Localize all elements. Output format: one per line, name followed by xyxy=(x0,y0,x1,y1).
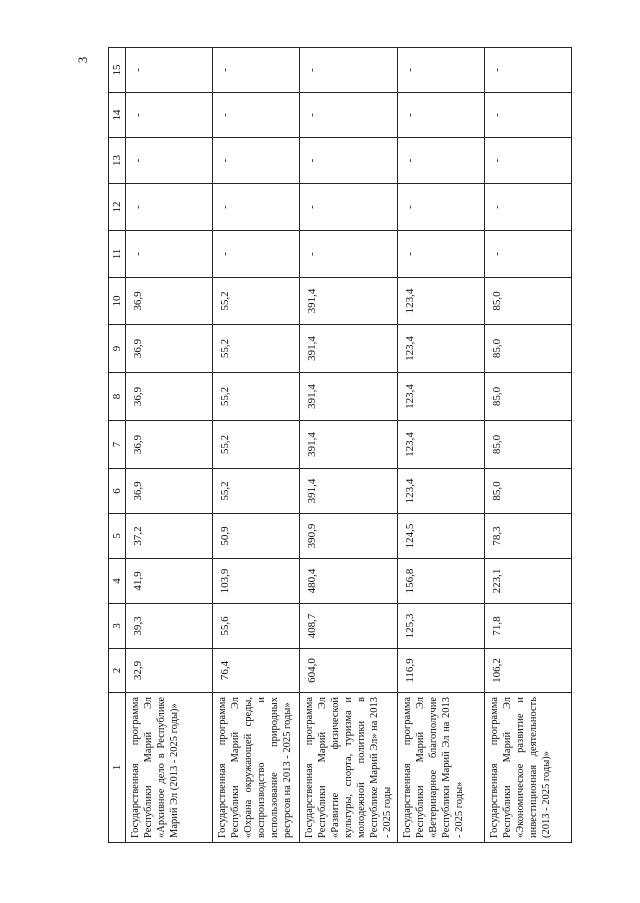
table-cell: 36,9 xyxy=(126,373,213,421)
table-cell: 36,9 xyxy=(126,469,213,514)
program-name: Государственная программа Республики Марий Эл «Развитие физической культуры, спорта, туризма и молодежной политики в Республике Марий Эл» на 2013 - 2025 годы xyxy=(300,693,398,843)
column-header: 10 xyxy=(109,278,126,325)
table-cell: 390,9 xyxy=(300,514,398,559)
column-header: 9 xyxy=(109,325,126,373)
table-cell: 85,0 xyxy=(485,278,572,325)
table-cell: - xyxy=(300,93,398,138)
table-row xyxy=(126,48,213,843)
column-header: 14 xyxy=(109,93,126,138)
table-row xyxy=(300,48,398,843)
table-cell: 223,1 xyxy=(485,559,572,604)
table-cell: 36,9 xyxy=(126,278,213,325)
table-row xyxy=(213,48,300,843)
table-cell: 125,3 xyxy=(398,604,485,649)
table-cell: 391,4 xyxy=(300,325,398,373)
table-cell: - xyxy=(126,231,213,278)
table-row xyxy=(485,48,572,843)
table-cell: 123,4 xyxy=(398,373,485,421)
table-cell: 391,4 xyxy=(300,373,398,421)
table-cell: - xyxy=(398,184,485,231)
table-cell: 85,0 xyxy=(485,325,572,373)
table-cell: - xyxy=(213,231,300,278)
table-cell: 55,2 xyxy=(213,469,300,514)
table-cell: 391,4 xyxy=(300,278,398,325)
column-header: 15 xyxy=(109,48,126,93)
table-cell: 123,4 xyxy=(398,278,485,325)
table-cell: - xyxy=(300,138,398,184)
table-cell: - xyxy=(300,184,398,231)
table-cell: 78,3 xyxy=(485,514,572,559)
table-cell: - xyxy=(485,138,572,184)
table-cell: 85,0 xyxy=(485,373,572,421)
rotated-table-wrapper xyxy=(108,48,552,843)
table-cell: - xyxy=(213,93,300,138)
table-cell: 55,2 xyxy=(213,278,300,325)
table-cell: 124,5 xyxy=(398,514,485,559)
table-cell: 55,2 xyxy=(213,325,300,373)
column-header: 5 xyxy=(109,514,126,559)
table-cell: 71,8 xyxy=(485,604,572,649)
column-header: 13 xyxy=(109,138,126,184)
table-cell: 391,4 xyxy=(300,469,398,514)
table-cell: 41,9 xyxy=(126,559,213,604)
table-cell: - xyxy=(398,231,485,278)
column-header: 11 xyxy=(109,231,126,278)
table-cell: - xyxy=(126,93,213,138)
table-cell: 123,4 xyxy=(398,325,485,373)
table-cell: 55,2 xyxy=(213,421,300,469)
column-header: 4 xyxy=(109,559,126,604)
table-cell: 604,0 xyxy=(300,649,398,693)
table-cell: - xyxy=(300,231,398,278)
program-name: Государственная программа Республики Марий Эл «Ветеринарное благополучие Республики Марий Эл на 2013 - 2025 годы» xyxy=(398,693,485,843)
table-cell: - xyxy=(126,184,213,231)
column-header: 1 xyxy=(109,693,126,843)
table-cell: 408,7 xyxy=(300,604,398,649)
table-cell: 103,9 xyxy=(213,559,300,604)
table-cell: 55,2 xyxy=(213,373,300,421)
table-cell: - xyxy=(213,48,300,93)
table-cell: 85,0 xyxy=(485,421,572,469)
table-row xyxy=(398,48,485,843)
budget-table xyxy=(108,47,572,843)
table-cell: 37,2 xyxy=(126,514,213,559)
table-cell: - xyxy=(485,48,572,93)
table-cell: - xyxy=(485,93,572,138)
table-cell: - xyxy=(126,48,213,93)
header-row xyxy=(109,48,126,843)
column-header: 2 xyxy=(109,649,126,693)
table-cell: 50,9 xyxy=(213,514,300,559)
table-cell: 156,8 xyxy=(398,559,485,604)
table-cell: 391,4 xyxy=(300,421,398,469)
table-cell: 480,4 xyxy=(300,559,398,604)
table-cell: - xyxy=(398,93,485,138)
table-cell: 39,3 xyxy=(126,604,213,649)
table-cell: - xyxy=(213,184,300,231)
table-cell: 123,4 xyxy=(398,421,485,469)
table-cell: - xyxy=(126,138,213,184)
table-cell: - xyxy=(398,48,485,93)
table-cell: - xyxy=(485,231,572,278)
table-cell: 76,4 xyxy=(213,649,300,693)
program-name: Государственная программа Республики Марий Эл «Охрана окружающей среды, воспроизводство и использование природных ресурсов на 2013 - 2025 годы» xyxy=(213,693,300,843)
column-header: 12 xyxy=(109,184,126,231)
table-cell: - xyxy=(213,138,300,184)
program-name: Государственная программа Республики Марий Эл «Архивное дело в Республике Марий Эл (2013 - 2025 годы)» xyxy=(126,693,213,843)
table-cell: - xyxy=(485,184,572,231)
program-name: Государственная программа Республики Марий Эл «Экономическое развитие и инвестиционная деятельность (2013 - 2025 годы)» xyxy=(485,693,572,843)
table-cell: - xyxy=(398,138,485,184)
page-number: 3 xyxy=(75,56,90,64)
column-header: 3 xyxy=(109,604,126,649)
column-header: 7 xyxy=(109,421,126,469)
table-cell: 85,0 xyxy=(485,469,572,514)
table-cell: 106,2 xyxy=(485,649,572,693)
table-cell: - xyxy=(300,48,398,93)
table-cell: 123,4 xyxy=(398,469,485,514)
table-cell: 36,9 xyxy=(126,421,213,469)
table-cell: 116,9 xyxy=(398,649,485,693)
column-header: 8 xyxy=(109,373,126,421)
table-cell: 36,9 xyxy=(126,325,213,373)
table-cell: 55,6 xyxy=(213,604,300,649)
column-header: 6 xyxy=(109,469,126,514)
table-cell: 32,9 xyxy=(126,649,213,693)
